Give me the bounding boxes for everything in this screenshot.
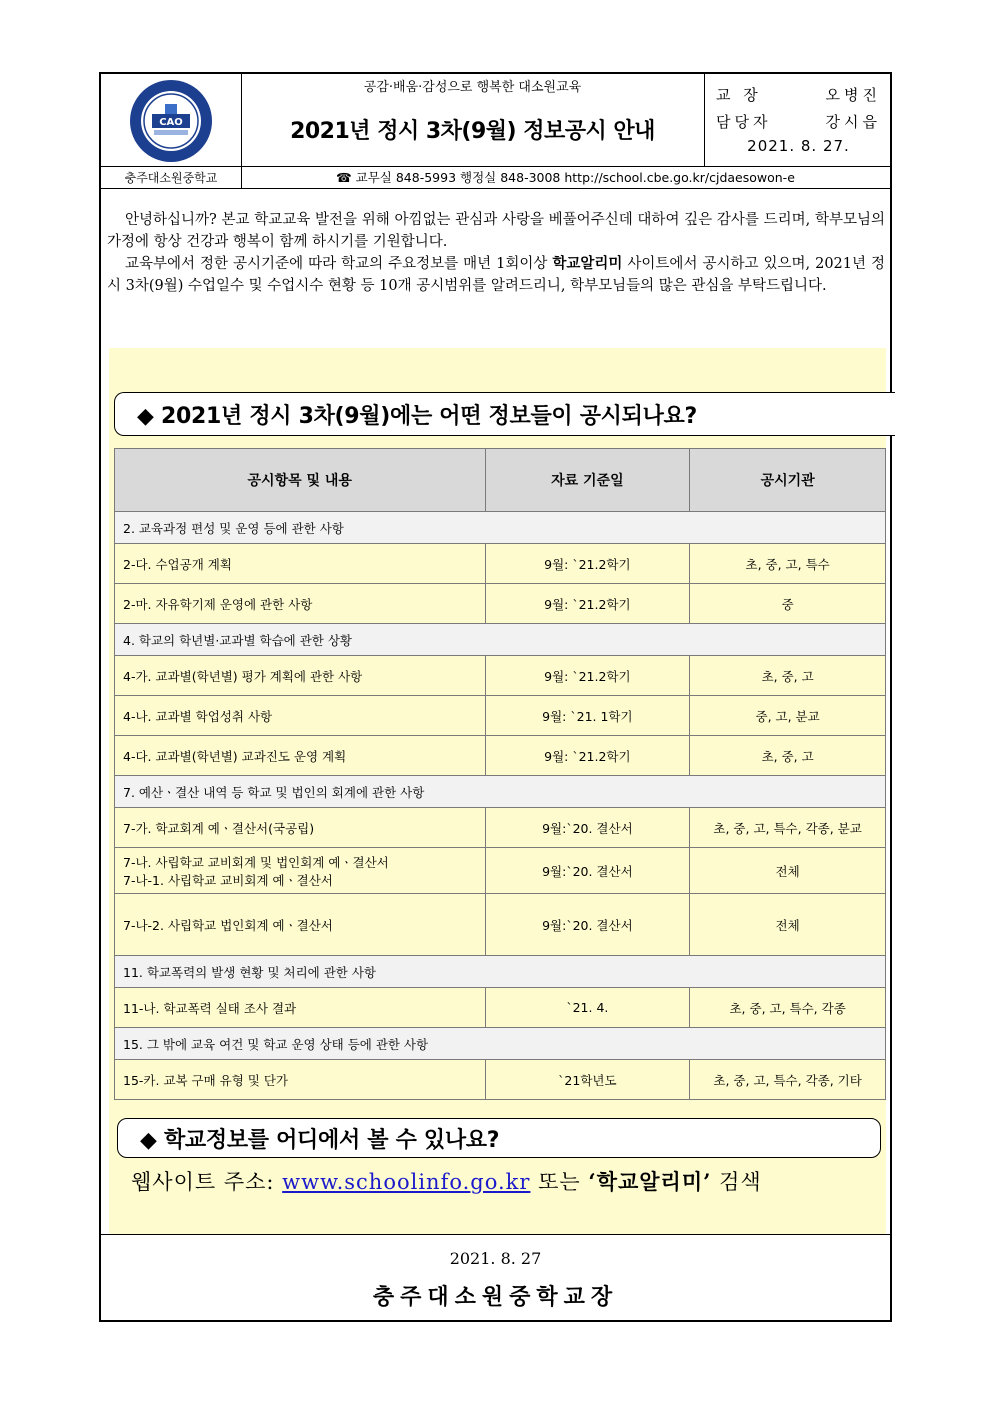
item-cell: 15-카. 교복 구매 유형 및 단가 bbox=[115, 1060, 486, 1100]
header-title-cell bbox=[241, 74, 705, 166]
table-row bbox=[115, 584, 886, 624]
principal-label: 교 장 bbox=[716, 86, 762, 104]
table-row bbox=[115, 1060, 886, 1100]
item-cell: 7-나-2. 사립학교 법인회계 예ㆍ결산서 bbox=[115, 894, 486, 956]
date-cell: `21학년도 bbox=[485, 1060, 690, 1100]
issue-date: 2021. 8. 27. bbox=[747, 137, 850, 155]
table-header-row bbox=[115, 449, 886, 512]
approval-cell bbox=[704, 74, 890, 166]
category-cell: 2. 교육과정 편성 및 운영 등에 관한 사항 bbox=[115, 512, 886, 544]
school-name: 충주대소원중학교 bbox=[101, 167, 242, 189]
section1-heading: ◆ 2021년 정시 3차(9월)에는 어떤 정보들이 공시되나요? bbox=[137, 404, 697, 429]
intro-text-a: 교육부에서 정한 공시기준에 따라 학교의 주요정보를 매년 1회이상 bbox=[125, 256, 553, 272]
table-row bbox=[115, 656, 886, 696]
web-suffix: 검색 bbox=[719, 1170, 762, 1194]
date-cell: 9월:`20. 결산서 bbox=[485, 848, 690, 894]
table-row bbox=[115, 696, 886, 736]
date-cell: `21. 4. bbox=[485, 988, 690, 1028]
org-cell: 초, 중, 고, 특수, 각종 bbox=[690, 988, 886, 1028]
principal-line bbox=[716, 84, 881, 105]
category-cell: 7. 예산ㆍ결산 내역 등 학교 및 법인의 회계에 관한 사항 bbox=[115, 776, 886, 808]
table-row bbox=[115, 736, 886, 776]
category-cell: 11. 학교폭력의 발생 현황 및 처리에 관한 사항 bbox=[115, 956, 886, 988]
principal-name: 오병진 bbox=[825, 86, 881, 104]
info-box bbox=[109, 348, 886, 1234]
header bbox=[101, 74, 890, 189]
intro-text bbox=[107, 209, 885, 297]
item-line-1: 7-나. 사립학교 교비회계 및 법인회계 예ㆍ결산서 bbox=[123, 854, 389, 870]
header-item: 공시항목 및 내용 bbox=[115, 449, 486, 512]
org-cell: 전체 bbox=[690, 894, 886, 956]
intro-text-b: 사이트에서 공시하고 있으며, 2021년 정시 3차(9월) 수업일수 및 수업시수 현황 등 10개 공시범위를 알려드리니, 학부모님들의 많은 관심을 부탁드립니다. bbox=[107, 256, 885, 294]
date-cell: 9월: `21.2학기 bbox=[485, 544, 690, 584]
table-category-row bbox=[115, 624, 886, 656]
org-cell: 초, 중, 고 bbox=[690, 656, 886, 696]
manager-name: 강시읍 bbox=[825, 113, 881, 131]
intro-paragraph-2 bbox=[107, 253, 885, 297]
item-cell: 2-다. 수업공개 계획 bbox=[115, 544, 486, 584]
slogan: 공감·배움·감성으로 행복한 대소원교육 bbox=[363, 80, 582, 95]
org-cell: 초, 중, 고, 특수, 각종, 분교 bbox=[690, 808, 886, 848]
org-cell: 초, 중, 고, 특수, 각종, 기타 bbox=[690, 1060, 886, 1100]
footer-divider bbox=[101, 1234, 890, 1235]
contact-info: ☎ 교무실 848-5993 행정실 848-3008 http://school.cbe.go.kr/cjdaesowon-e bbox=[336, 170, 795, 185]
disclosure-table bbox=[114, 448, 886, 1100]
item-cell: 2-마. 자유학기제 운영에 관한 사항 bbox=[115, 584, 486, 624]
item-cell: 4-가. 교과별(학년별) 평가 계획에 관한 사항 bbox=[115, 656, 486, 696]
school-logo-cell bbox=[101, 74, 242, 166]
website-line bbox=[131, 1166, 762, 1196]
web-label: 웹사이트 주소: bbox=[131, 1170, 283, 1194]
web-search-term: ‘학교알리미’ bbox=[588, 1169, 712, 1194]
footer-signature: 충주대소원중학교장 bbox=[372, 1284, 619, 1310]
intro-paragraph-1: 안녕하십니까? 본교 학교교육 발전을 위해 아낌없는 관심과 사랑을 베풀어주신데 대하여 깊은 감사를 드리며, 학부모님의 가정에 항상 건강과 행복이 함께 하시기를 기원합니다. bbox=[107, 212, 885, 250]
logo-text: CAO bbox=[159, 117, 183, 128]
item-cell: 4-다. 교과별(학년별) 교과진도 운영 계획 bbox=[115, 736, 486, 776]
school-emblem-icon bbox=[128, 78, 214, 164]
table-category-row bbox=[115, 1028, 886, 1060]
table-row bbox=[115, 544, 886, 584]
table-category-row bbox=[115, 956, 886, 988]
category-cell: 15. 그 밖에 교육 여건 및 학교 운영 상태 등에 관한 사항 bbox=[115, 1028, 886, 1060]
header-bottom-row bbox=[101, 166, 890, 189]
table-category-row bbox=[115, 776, 886, 808]
section1-heading-box bbox=[114, 392, 895, 436]
section2-heading: ◆ 학교정보를 어디에서 볼 수 있나요? bbox=[140, 1128, 500, 1153]
date-cell: 9월: `21.2학기 bbox=[485, 736, 690, 776]
org-cell: 초, 중, 고, 특수 bbox=[690, 544, 886, 584]
manager-label: 담당자 bbox=[716, 113, 772, 131]
category-cell: 4. 학교의 학년별·교과별 학습에 관한 상황 bbox=[115, 624, 886, 656]
header-org: 공시기관 bbox=[690, 449, 886, 512]
table-category-row bbox=[115, 512, 886, 544]
date-cell: 9월:`20. 결산서 bbox=[485, 894, 690, 956]
date-cell: 9월:`20. 결산서 bbox=[485, 808, 690, 848]
date-cell: 9월: `21.2학기 bbox=[485, 584, 690, 624]
item-cell: 11-나. 학교폭력 실태 조사 결과 bbox=[115, 988, 486, 1028]
org-cell: 초, 중, 고 bbox=[690, 736, 886, 776]
page-title: 2021년 정시 3차(9월) 정보공시 안내 bbox=[290, 119, 655, 144]
section2-heading-box bbox=[117, 1118, 881, 1158]
org-cell: 중 bbox=[690, 584, 886, 624]
table-row bbox=[115, 988, 886, 1028]
manager-line bbox=[716, 111, 881, 132]
website-link[interactable]: www.schoolinfo.go.kr bbox=[282, 1170, 531, 1194]
date-cell: 9월: `21. 1학기 bbox=[485, 696, 690, 736]
date-cell: 9월: `21.2학기 bbox=[485, 656, 690, 696]
document-frame bbox=[99, 72, 892, 1322]
intro-bold-schoolinfo: 학교알리미 bbox=[552, 255, 623, 272]
table-row bbox=[115, 894, 886, 956]
item-cell: 4-나. 교과별 학업성취 사항 bbox=[115, 696, 486, 736]
item-cell: 7-가. 학교회계 예ㆍ결산서(국공립) bbox=[115, 808, 486, 848]
table-row bbox=[115, 848, 886, 894]
header-date: 자료 기준일 bbox=[485, 449, 690, 512]
org-cell: 중, 고, 분교 bbox=[690, 696, 886, 736]
web-or: 또는 bbox=[538, 1170, 589, 1194]
footer-date: 2021. 8. 27 bbox=[449, 1249, 542, 1268]
table-row bbox=[115, 808, 886, 848]
item-cell bbox=[115, 848, 486, 894]
item-line-2: 7-나-1. 사립학교 교비회계 예ㆍ결산서 bbox=[123, 872, 333, 888]
org-cell: 전체 bbox=[690, 848, 886, 894]
